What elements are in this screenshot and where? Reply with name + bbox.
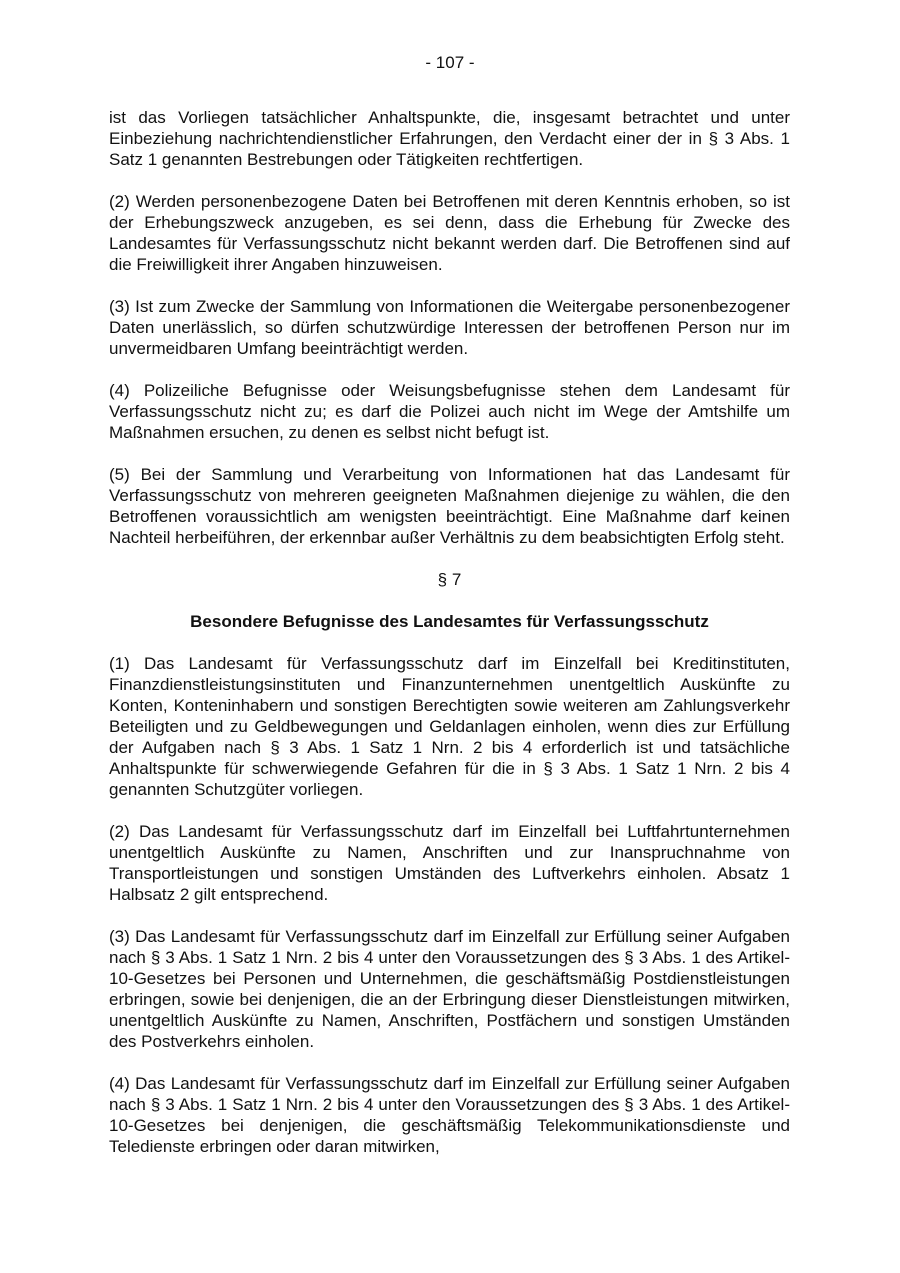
paragraph-7-1: (1) Das Landesamt für Verfassungsschutz darf im Einzelfall bei Kreditinstituten, Finanzdienstleistungsinstituten und Finanzunternehmen unentgeltlich Auskünfte zu Konten, Konteninhabern und sonstigen Berechtigten sowie weiteren am Zahlungsverkehr Beteiligten und zu Geldbewegungen und Geldanlagen einholen, wenn dies zur Erfüllung der Aufgaben nach § 3 Abs. 1 Satz 1 Nrn. 2 bis 4 erforderlich ist und tatsächliche Anhaltspunkte für schwerwiegende Gefahren für die in § 3 Abs. 1 Satz 1 Nrn. 2 bis 4 genannten Schutzgüter vorliegen. xyxy=(109,654,790,799)
paragraph-7-2: (2) Das Landesamt für Verfassungsschutz darf im Einzelfall bei Luftfahrtunternehmen unentgeltlich Auskünfte zu Namen, Anschriften und zur Inanspruchnahme von Transportleistungen und sonstigen Umständen des Luftverkehrs einholen. Absatz 1 Halbsatz 2 gilt entsprechend. xyxy=(109,822,790,904)
page-number: - 107 - xyxy=(425,53,475,72)
paragraph-6-5: (5) Bei der Sammlung und Verarbeitung von Informationen hat das Landesamt für Verfassungsschutz von mehreren geeigneten Maßnahmen diejenige zu wählen, die den Betroffenen voraussichtlich am wenigsten beeinträchtigt. Eine Maßnahme darf keinen Nachteil herbeiführen, der erkennbar außer Verhältnis zu dem beabsichtigten Erfolg steht. xyxy=(109,465,790,547)
paragraph-continuation: ist das Vorliegen tatsächlicher Anhaltspunkte, die, insgesamt betrachtet und unter Einbeziehung nachrichtendienstlicher Erfahrungen, den Verdacht einer der in § 3 Abs. 1 Satz 1 genannten Bestrebungen oder Tätigkeiten rechtfertigen. xyxy=(109,108,790,169)
section-title: Besondere Befugnisse des Landesamtes für Verfassungsschutz xyxy=(190,612,709,631)
paragraph-7-4: (4) Das Landesamt für Verfassungsschutz darf im Einzelfall zur Erfüllung seiner Aufgaben nach § 3 Abs. 1 Satz 1 Nrn. 2 bis 4 unter den Voraussetzungen des § 3 Abs. 1 des Artikel-10-Gesetzes bei denjenigen, die geschäftsmäßig Telekommunikationsdienste und Teledienste erbringen oder daran mitwirken, xyxy=(109,1074,790,1156)
paragraph-6-2: (2) Werden personenbezogene Daten bei Betroffenen mit deren Kenntnis erhoben, so ist der Erhebungszweck anzugeben, es sei denn, dass die Erhebung für Zwecke des Landesamtes für Verfassungsschutz nicht bekannt werden darf. Die Betroffenen sind auf die Freiwilligkeit ihrer Angaben hinzuweisen. xyxy=(109,192,790,274)
paragraph-6-3: (3) Ist zum Zwecke der Sammlung von Informationen die Weitergabe personenbezogener Daten unerlässlich, so dürfen schutzwürdige Interessen der betroffenen Person nur im unvermeidbaren Umfang beeinträchtigt werden. xyxy=(109,297,790,358)
paragraph-7-3: (3) Das Landesamt für Verfassungsschutz darf im Einzelfall zur Erfüllung seiner Aufgaben nach § 3 Abs. 1 Satz 1 Nrn. 2 bis 4 unter den Voraussetzungen des § 3 Abs. 1 des Artikel-10-Gesetzes bei Personen und Unternehmen, die geschäftsmäßig Postdienstleistungen erbringen, sowie bei denjenigen, die an der Erbringung dieser Dienstleistungen mitwirken, unentgeltlich Auskünfte zu Namen, Anschriften, Postfächern und sonstigen Umständen des Postverkehrs einholen. xyxy=(109,927,790,1051)
paragraph-6-4: (4) Polizeiliche Befugnisse oder Weisungsbefugnisse stehen dem Landesamt für Verfassungsschutz nicht zu; es darf die Polizei auch nicht im Wege der Amtshilfe um Maßnahmen ersuchen, zu denen es selbst nicht befugt ist. xyxy=(109,381,790,442)
section-number: § 7 xyxy=(437,570,462,589)
page-body xyxy=(109,107,790,1178)
